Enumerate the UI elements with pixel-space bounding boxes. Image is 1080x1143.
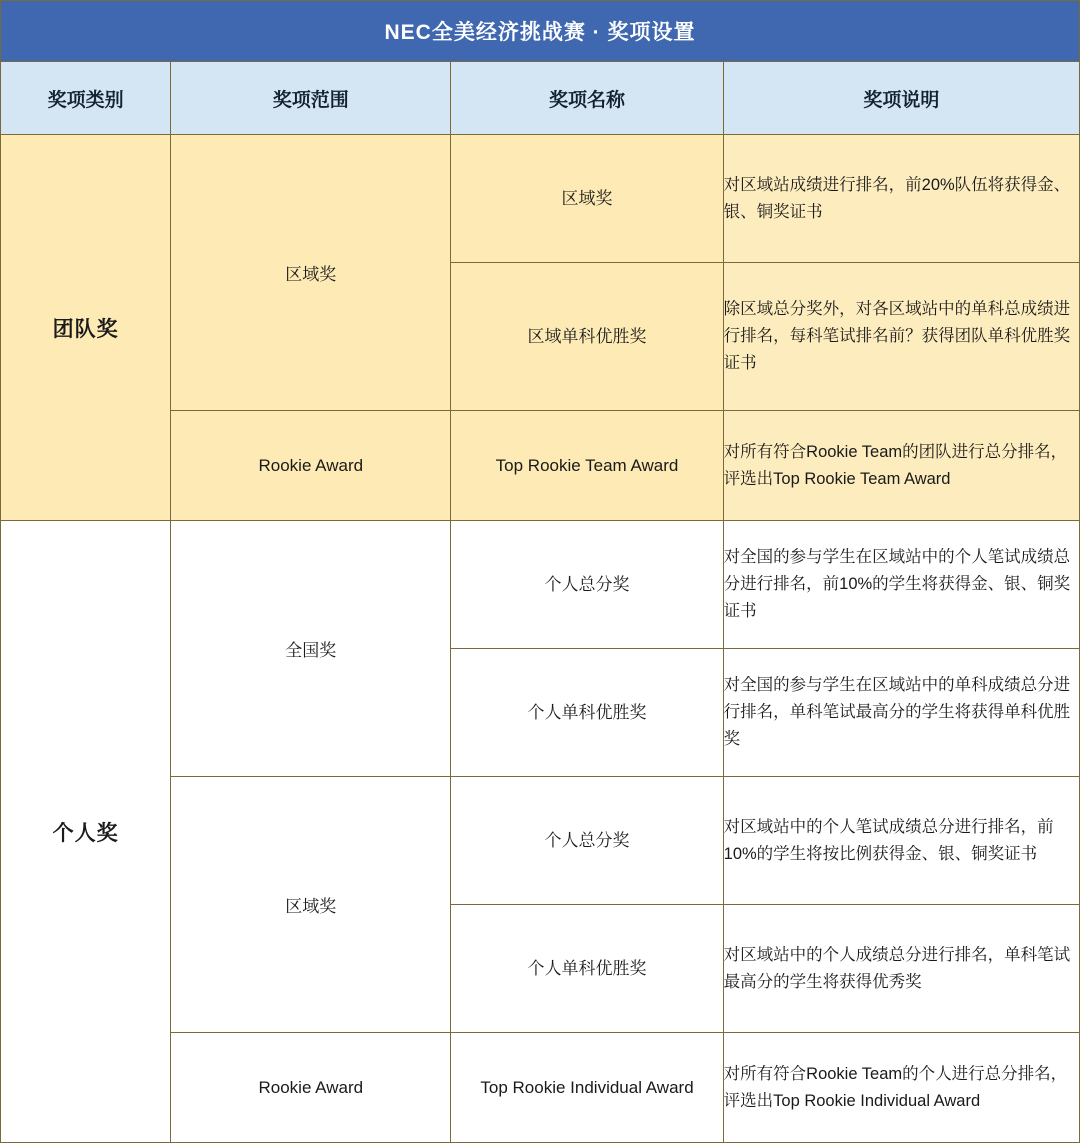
award-description: 对全国的参与学生在区域站中的个人笔试成绩总分进行排名，前10%的学生将获得金、银、铜奖证书 (723, 521, 1079, 649)
scope-individual-rookie: Rookie Award (171, 1033, 451, 1143)
award-name: Top Rookie Individual Award (451, 1033, 723, 1143)
award-description: 对所有符合Rookie Team的团队进行总分排名，评选出Top Rookie Team Award (723, 411, 1079, 521)
award-name: 个人总分奖 (451, 777, 723, 905)
award-description: 对区域站成绩进行排名，前20%队伍将获得金、银、铜奖证书 (723, 135, 1079, 263)
award-description: 对全国的参与学生在区域站中的单科成绩总分进行排名，单科笔试最高分的学生将获得单科优胜奖 (723, 649, 1079, 777)
table-title-row (1, 1, 1080, 62)
column-header-scope: 奖项范围 (171, 62, 451, 135)
award-name: 个人总分奖 (451, 521, 723, 649)
column-header-category: 奖项类别 (1, 62, 171, 135)
award-name: 区域奖 (451, 135, 723, 263)
award-description: 对区域站中的个人笔试成绩总分进行排名，前10%的学生将按比例获得金、银、铜奖证书 (723, 777, 1079, 905)
award-name: Top Rookie Team Award (451, 411, 723, 521)
table-header-row (1, 62, 1080, 135)
award-name: 个人单科优胜奖 (451, 905, 723, 1033)
category-team: 团队奖 (1, 135, 171, 521)
column-header-description: 奖项说明 (723, 62, 1079, 135)
scope-individual-national: 全国奖 (171, 521, 451, 777)
scope-team-rookie: Rookie Award (171, 411, 451, 521)
scope-team-regional: 区域奖 (171, 135, 451, 411)
table-row (1, 135, 1080, 263)
page-title: NEC全美经济挑战赛 · 奖项设置 (1, 1, 1080, 62)
column-header-award-name: 奖项名称 (451, 62, 723, 135)
category-individual: 个人奖 (1, 521, 171, 1143)
award-description: 对所有符合Rookie Team的个人进行总分排名，评选出Top Rookie Individual Award (723, 1033, 1079, 1143)
award-name: 个人单科优胜奖 (451, 649, 723, 777)
award-name: 区域单科优胜奖 (451, 263, 723, 411)
award-description: 对区域站中的个人成绩总分进行排名，单科笔试最高分的学生将获得优秀奖 (723, 905, 1079, 1033)
scope-individual-regional: 区域奖 (171, 777, 451, 1033)
table-row (1, 521, 1080, 649)
award-description: 除区域总分奖外，对各区域站中的单科总成绩进行排名，每科笔试排名前？获得团队单科优胜奖证书 (723, 263, 1079, 411)
